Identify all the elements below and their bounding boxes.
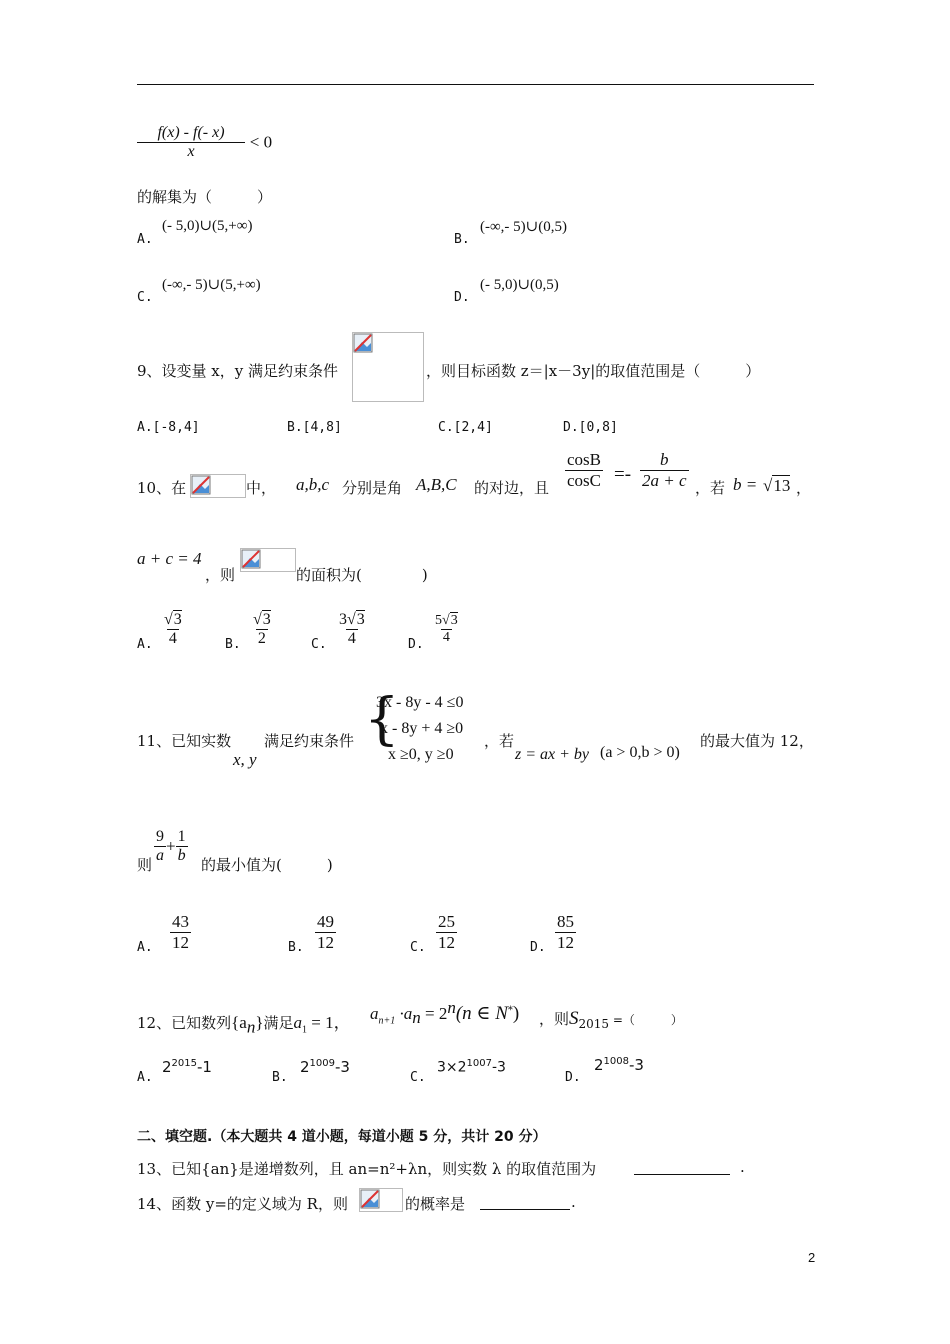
q10-b-eq: b = [733, 475, 758, 494]
q9-suffix: ，则目标函数 z＝|x－3y|的取值范围是（ ） [426, 362, 761, 380]
q12-ze: ，则 [539, 1010, 570, 1028]
q12-a1: $a_1$ [293, 1013, 307, 1036]
q8-denominator: x [137, 142, 245, 161]
q11-c-num: 25 [438, 912, 455, 931]
header-rule [137, 84, 814, 85]
q11-mid: 满足约束条件 [264, 732, 355, 750]
q11-option-b-label: B. [288, 940, 304, 955]
q10-cos-fraction [565, 450, 603, 491]
q10-fenbie: 分别是角 [342, 479, 403, 497]
q11-max: 的最大值为 12， [700, 732, 814, 750]
q10-eq-minus: =- [614, 464, 632, 485]
q8-inequality [137, 124, 272, 161]
q10-abc: a,b,c [296, 475, 330, 494]
q11-d-num: 85 [557, 912, 574, 931]
q12-option-d: $2^{1008}-3$ [594, 1056, 644, 1074]
q8-option-c-label: C. [137, 290, 153, 305]
q11-prefix: 11、已知实数 [137, 732, 232, 750]
q11-d-den: 12 [557, 933, 574, 952]
q11-brace: { [364, 687, 400, 752]
q11-option-b [315, 912, 336, 953]
q11-ze: 则 [137, 856, 153, 874]
q12-seq: $\{a_n\}$ [231, 1013, 264, 1037]
q11-option-a [170, 912, 191, 953]
q10-number: 10、在 [137, 479, 187, 497]
q11-constraint-1: 3x - 8y - 4 ≤0 [376, 694, 464, 711]
q10-option-d-label: D. [408, 637, 424, 652]
q10-a-den: 4 [168, 630, 177, 647]
q8-option-a-label: A. [137, 232, 153, 247]
q9-option-d: D.[0,8] [563, 420, 618, 435]
q10-cosC: cosC [567, 471, 601, 490]
q9-prefix: 9、设变量 x，y 满足约束条件 [137, 362, 339, 380]
q8-option-a: (- 5,0)∪(5,+∞) [162, 218, 253, 234]
q10-triangle-image-2 [240, 548, 296, 572]
q11-a-den: 12 [172, 933, 189, 952]
q11-xy: x, y [233, 750, 257, 769]
q8-option-b: (-∞,- 5)∪(0,5) [480, 219, 567, 235]
q10-option-d: $\frac{5√3}{4}$ [435, 613, 458, 645]
q11-option-d [555, 912, 576, 953]
q12-option-b: $2^{1009}-3$ [300, 1058, 350, 1076]
q11-condition: (a > 0,b > 0) [600, 744, 680, 761]
q14-suffix: 的概率是 [405, 1195, 466, 1213]
q10-sqrt13-radicand: 13 [773, 476, 791, 495]
q10-b-den-opt: 2 [257, 630, 266, 647]
q8-relation: < 0 [249, 132, 273, 152]
q10-option-b: $\frac{√3}{2}$ [253, 611, 271, 647]
q10-c-coef: 3 [339, 611, 347, 628]
q12-option-a-label: A. [137, 1070, 153, 1085]
q10-comma: ， [796, 479, 812, 497]
q14-image [359, 1188, 403, 1212]
q10-angles: A,B,C [416, 475, 457, 494]
page-number: 2 [808, 1250, 816, 1265]
q12-line [137, 1008, 351, 1037]
q10-ruo: ，若 [695, 479, 726, 497]
q11-min: 的最小值为( ) [201, 856, 333, 874]
q9-option-a: A.[-8,4] [137, 420, 200, 435]
q12-prefix: 12、已知数列 [137, 1014, 232, 1032]
q11-option-a-label: A. [137, 940, 153, 955]
q8-option-b-label: B. [454, 232, 470, 247]
q12-S: S [569, 1008, 579, 1029]
q10-area: 的面积为( ) [296, 566, 428, 584]
q12-close: =（ ） [609, 1013, 683, 1027]
q10-d-den: 4 [442, 630, 450, 645]
broken-image-icon [241, 549, 261, 569]
q10-sqrt13: √13 [763, 476, 791, 495]
section-2-heading: 二、填空题.（本大题共 4 道小题，每道小题 5 分，共计 20 分） [137, 1129, 547, 1145]
q8-option-c: (-∞,- 5)∪(5,+∞) [162, 277, 261, 293]
q12-S-sub: 2015 [578, 1017, 610, 1031]
q8-numerator: f(x) - f(- x) [157, 124, 225, 141]
q10-option-a: $\frac{√3}{4}$ [164, 611, 182, 647]
q10-b-num-opt: 3 [262, 611, 271, 628]
q10-duibian: 的对边，且 [474, 479, 550, 497]
q11-constraint-2: x - 8y + 4 ≥0 [380, 720, 464, 737]
q11-option-d-label: D. [530, 940, 546, 955]
q11-option-c [436, 912, 457, 953]
q11-expression [154, 828, 188, 865]
q12-recurrence: $a_{n+1} \cdot a_n = 2^n(n$ ∈ N*) [370, 998, 520, 1027]
q10-option-a-label: A. [137, 637, 153, 652]
q11-plus: + [166, 836, 176, 856]
q11-b-num: 49 [317, 912, 334, 931]
q14-blank[interactable] [480, 1193, 570, 1214]
q12-man: 满足 [263, 1014, 294, 1032]
q10-ze: ，则 [205, 566, 236, 584]
q11-f2-den: b [177, 847, 186, 864]
q11-objective: z = ax + by [515, 746, 590, 763]
q13-blank[interactable] [634, 1158, 730, 1179]
q12-tail [539, 1008, 683, 1031]
q10-b-num: b [660, 450, 669, 469]
q11-constraint-3: x ≥0, y ≥0 [388, 746, 454, 763]
q10-option-c-label: C. [311, 637, 327, 652]
q13-end: . [740, 1158, 745, 1176]
q11-a-num: 43 [172, 912, 189, 931]
broken-image-icon [353, 333, 373, 353]
q11-b-den: 12 [317, 933, 334, 952]
q10-d-num: 3 [450, 613, 458, 628]
q9-option-b: B.[4,8] [287, 420, 342, 435]
q12-option-b-label: B. [272, 1070, 288, 1085]
q12-option-c-label: C. [410, 1070, 426, 1085]
q13-text: 13、已知{an}是递增数列，且 an=n²+λn，则实数 λ 的取值范围为 [137, 1160, 597, 1178]
broken-image-icon [360, 1189, 380, 1209]
q10-option-b-label: B. [225, 637, 241, 652]
broken-image-icon [191, 475, 211, 495]
q10-c-num: 3 [356, 611, 365, 628]
q11-f1-den: a [156, 847, 164, 864]
q8-option-d: (- 5,0)∪(0,5) [480, 277, 559, 293]
q10-b-fraction [640, 450, 689, 491]
q11-option-c-label: C. [410, 940, 426, 955]
q10-a-num: 3 [173, 611, 182, 628]
q11-ruo: ，若 [484, 732, 515, 750]
q12-a1-eq: = 1， [307, 1013, 351, 1032]
q14-end: . [571, 1193, 576, 1211]
q10-a-plus-c: a + c = 4 [137, 549, 202, 568]
q12-option-d-label: D. [565, 1070, 581, 1085]
q9-constraint-image [352, 332, 424, 402]
q10-zhong: 中， [246, 479, 277, 497]
q12-option-c: $3\times 2^{1007}-3$ [437, 1058, 506, 1076]
q12-option-a: $2^{2015}-1$ [162, 1058, 212, 1076]
q11-c-den: 12 [438, 933, 455, 952]
q8-option-d-label: D. [454, 290, 470, 305]
q10-d-coef: 5 [435, 613, 442, 628]
q10-b-den: 2a + c [642, 471, 687, 490]
q11-f1-num: 9 [156, 828, 164, 845]
q14-prefix: 14、函数 y=的定义域为 R，则 [137, 1195, 348, 1213]
q10-triangle-image [190, 474, 246, 498]
q10-c-den: 4 [347, 630, 356, 647]
q10-option-c: $\frac{3√3}{4}$ [339, 611, 365, 647]
q8-stem: 的解集为（ ） [137, 188, 273, 206]
q9-option-c: C.[2,4] [438, 420, 493, 435]
q11-f2-num: 1 [177, 828, 186, 845]
q10-cosB: cosB [567, 450, 601, 469]
